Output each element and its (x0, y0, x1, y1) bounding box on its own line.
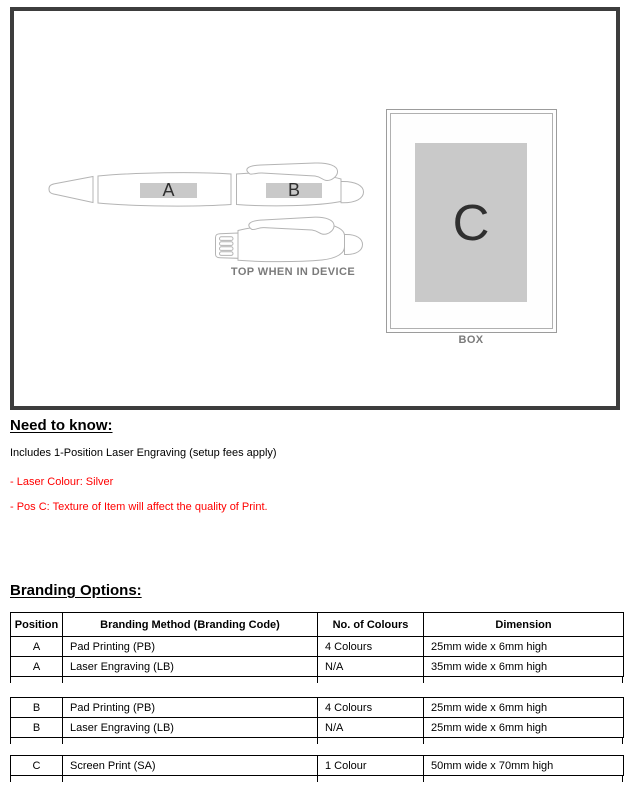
cell-method: Pad Printing (PB) (63, 637, 318, 657)
cell-colours: 4 Colours (318, 698, 424, 718)
cell-position: A (11, 657, 63, 677)
position-b-label: B (287, 180, 300, 200)
print-position-b-band (266, 180, 322, 200)
cap-stylus-tip (345, 234, 363, 254)
cell-method: Screen Print (SA) (63, 756, 318, 776)
print-position-a-band (140, 180, 197, 200)
need-to-know-intro: Includes 1-Position Laser Engraving (setup fees apply) (10, 447, 277, 459)
need-to-know-note-pos-c: - Pos C: Texture of Item will affect the quality of Print. (10, 501, 268, 513)
need-to-know-note-laser-colour: - Laser Colour: Silver (10, 476, 114, 488)
branding-table-group-b (10, 697, 623, 744)
col-header-method: Branding Method (Branding Code) (63, 613, 318, 637)
cell-colours: 1 Colour (318, 756, 424, 776)
branding-table (10, 612, 624, 677)
col-header-dimension: Dimension (424, 613, 624, 637)
clipped-row-stub (10, 738, 623, 744)
stylus-tip (341, 181, 364, 202)
clipped-row-stub (10, 776, 623, 782)
table-row (11, 657, 624, 677)
table-row (11, 698, 624, 718)
cell-dimension: 35mm wide x 6mm high (424, 657, 624, 677)
cell-colours: N/A (318, 718, 424, 738)
need-to-know-heading: Need to know: (10, 417, 113, 434)
pen-cap-detached (216, 217, 363, 262)
box-caption: BOX (458, 334, 484, 346)
cell-method: Laser Engraving (LB) (63, 718, 318, 738)
cell-position: B (11, 718, 63, 738)
cell-position: C (11, 756, 63, 776)
table-row (11, 637, 624, 657)
position-a-label: A (162, 180, 175, 200)
cell-dimension: 25mm wide x 6mm high (424, 718, 624, 738)
print-position-c-panel (415, 143, 527, 302)
cell-dimension: 50mm wide x 70mm high (424, 756, 624, 776)
cell-position: B (11, 698, 63, 718)
table-header-row (11, 613, 624, 637)
branding-table (10, 697, 624, 738)
branding-table-group-a (10, 612, 623, 683)
clipped-row-stub (10, 677, 623, 683)
cap-orientation-caption: TOP WHEN IN DEVICE (230, 266, 356, 278)
branding-options-heading: Branding Options: (10, 582, 142, 599)
table-row (11, 718, 624, 738)
cell-method: Laser Engraving (LB) (63, 657, 318, 677)
cell-position: A (11, 637, 63, 657)
branding-table-group-c (10, 755, 623, 782)
cell-dimension: 25mm wide x 6mm high (424, 698, 624, 718)
cell-method: Pad Printing (PB) (63, 698, 318, 718)
cell-colours: N/A (318, 657, 424, 677)
table-row (11, 756, 624, 776)
branding-table (10, 755, 624, 776)
pen-tip (49, 177, 93, 203)
cell-dimension: 25mm wide x 6mm high (424, 637, 624, 657)
cell-colours: 4 Colours (318, 637, 424, 657)
col-header-colours: No. of Colours (318, 613, 424, 637)
position-c-label: C (452, 194, 490, 251)
col-header-position: Position (11, 613, 63, 637)
